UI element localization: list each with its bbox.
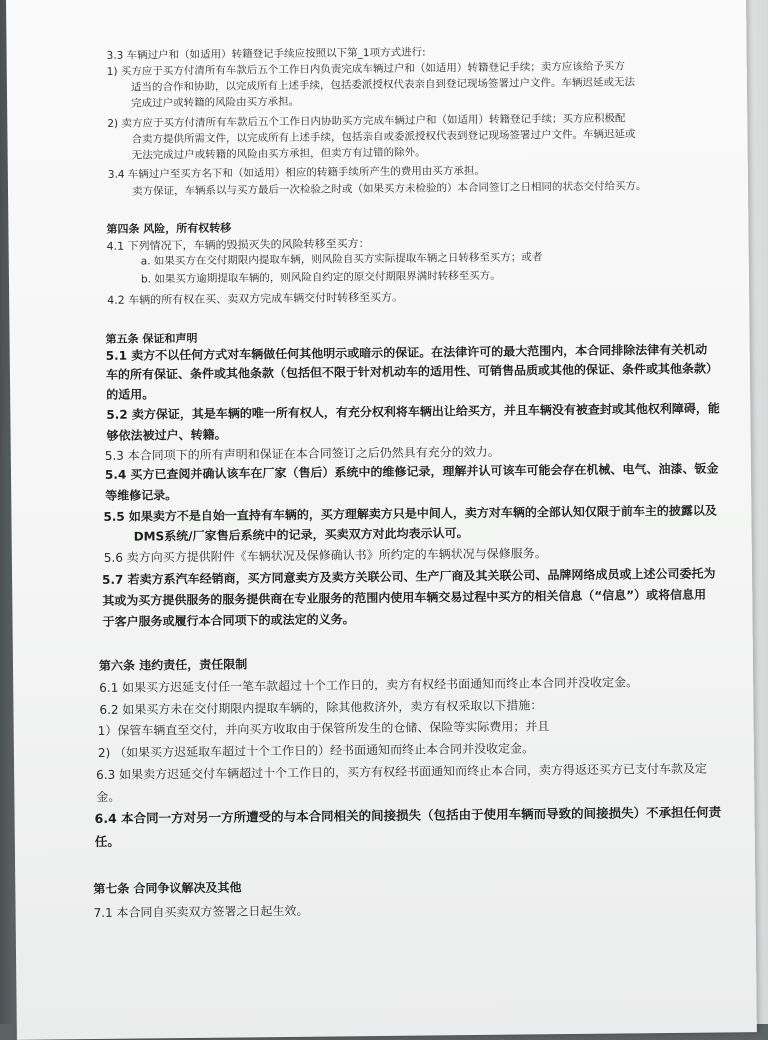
clause-5-7-line-1: 5.7 若卖方系汽车经销商，买方同意卖方及卖方关联公司、生产厂商及其关联公司、品牌网络成员或上述公司委托为: [102, 566, 716, 587]
clause-3-3-2-line-1: 2) 卖方应于买方付清所有车款后五个工作日内协助买方完成车辆过户和（如适用）转籍登记手续；买方应积极配: [107, 112, 626, 130]
clause-6-2: 6.2 如果买方未在交付期限内提取车辆的，除其他救济外，卖方有权采取以下措施：: [99, 698, 543, 717]
clause-5-2-line-1: 5.2 卖方保证，其是车辆的唯一所有权人，有充分权利将车辆出让给买方，并且车辆没有被查封或其他权利障碍，能: [106, 401, 720, 422]
clause-5-4-line-2: 等维修记录。: [105, 488, 178, 503]
clause-5-4-line-1: 5.4 买方已查阅并确认该车在厂家（售后）系统中的维修记录，理解并认可该车可能会存在机械、电气、油漆、钣金: [104, 461, 719, 482]
clause-6-1: 6.1 如果买方迟延支付任一笔车款超过十个工作日的，卖方有权经书面通知而终止本合同并没收定金。: [99, 675, 639, 695]
clause-5-7-line-3: 于客户服务或履行本合同项下的或法定的义务。: [102, 612, 355, 629]
clause-3-4-line-1: 3.4 车辆过户至买方名下和（如适用）相应的转籍手续所产生的费用由买方承担。: [107, 164, 485, 181]
clause-5-7-line-2: 其或为买方提供服务的服务提供商在专业服务的范围内使用车辆交易过程中买方的相关信息（“信息”）或将信息用: [102, 587, 707, 608]
clause-5-2-line-2: 够依法被过户、转籍。: [106, 427, 227, 443]
clause-6-4-line-1: 6.4 本合同一方对另一方所遭受的与本合同相关的间接损失（包括由于使用车辆而导致的间接损失）不承担任何责: [94, 804, 722, 826]
contract-page: [6, 0, 757, 1040]
clause-5-1-line-1: 5.1 卖方不以任何方式对车辆做任何其他明示或暗示的保证。在法律许可的最大范围内，本合同排除法律有关机动: [105, 342, 708, 363]
clause-4-1-b: b. 如果买方逾期提取车辆的，则风险自约定的原交付期限界满时转移至买方。: [140, 269, 501, 286]
clause-3-3: 3.3 车辆过户和（如适用）转籍登记手续应按照以下第_1项方式进行:: [106, 46, 426, 62]
clause-4-1: 4.1 下列情况下，车辆的毁损灭失的风险转移至买方：: [106, 237, 370, 253]
clause-5-1-line-3: 的适用。: [106, 387, 155, 402]
clause-6-3-line-2: 金。: [96, 789, 121, 804]
article-7-title: 第七条 合同争议解决及其他: [93, 880, 242, 897]
article-4-title: 第四条 风险，所有权转移: [106, 221, 232, 236]
clause-3-3-2-line-2: 合卖方提供所需文件，以完成所有上述手续，包括亲自或委派授权代表到登记现场签署过户文件。车辆迟延或: [131, 128, 636, 146]
clause-5-6: 5.6 卖方向买方提供附件《车辆状况及保修确认书》所约定的车辆状况与保修服务。: [103, 546, 547, 565]
clause-6-3-line-1: 6.3 如果卖方迟延交付车辆超过十个工作日的，买方有权经书面通知而终止本合同，卖方得返还买方已支付车款及定: [96, 761, 708, 782]
clause-3-3-1-line-2: 适当的合作和协助，以完成所有上述手续，包括委派授权代表亲自到登记现场签署过户文件。车辆迟延或无法: [130, 76, 635, 94]
clause-7-1: 7.1 本合同自买卖双方签署之日起生效。: [93, 903, 309, 921]
clause-6-2-1: 1）保管车辆直至交付，并向买方收取由于保管所发生的仓储、保险等实际费用；并且: [97, 719, 550, 738]
clause-5-1-line-2: 车的所有保证、条件或其他条款（包括但不限于针对机动车的适用性、可销售品质或其他的保证、条件或其他条款）: [105, 361, 719, 382]
clause-3-3-1-line-3: 完成过户或转籍的风险由买方承担。: [131, 95, 300, 110]
clause-4-1-a: a. 如果买方在交付期限内提取车辆，则风险自买方实际提取车辆之日转移至买方；或者: [140, 251, 543, 268]
clause-5-5-line-1: 5.5 如果卖方不是自始一直持有车辆的，买方理解卖方只是中间人，卖方对车辆的全部认知仅限于前车主的披露以及: [103, 503, 717, 524]
clause-6-4-line-2: 任。: [94, 833, 120, 849]
clause-3-4-line-2: 卖方保证，车辆系以与买方最后一次检验之时或（如果买方未检验的）本合同签订之日相同的状态交付给买方。: [131, 180, 647, 198]
clause-5-3: 5.3 本合同项下的所有声明和保证在本合同签订之后仍然具有充分的效力。: [104, 444, 500, 463]
clause-3-3-1-line-1: 1) 买方应于买方付清所有车款后五个工作日内负责完成车辆过户和（如适用）转籍登记手续；卖方应该给予买方: [106, 60, 625, 78]
clause-5-5-line-2: DMS系统/厂家售后系统中的记录，买卖双方对此均表示认可。: [133, 526, 469, 544]
clause-4-2: 4.2 车辆的所有权在买、卖双方完成车辆交付时转移至买方。: [107, 290, 404, 307]
article-5-title: 第五条 保证和声明: [105, 331, 198, 346]
clause-6-2-2: 2) （如果买方迟延取车超过十个工作日的）经书面通知而终止本合同并没收定金。: [97, 741, 535, 760]
article-6-title: 第六条 违约责任，责任限制: [98, 657, 248, 673]
clause-3-3-2-line-3: 无法完成过户或转籍的风险由买方承担，但卖方有过错的除外。: [131, 146, 426, 162]
